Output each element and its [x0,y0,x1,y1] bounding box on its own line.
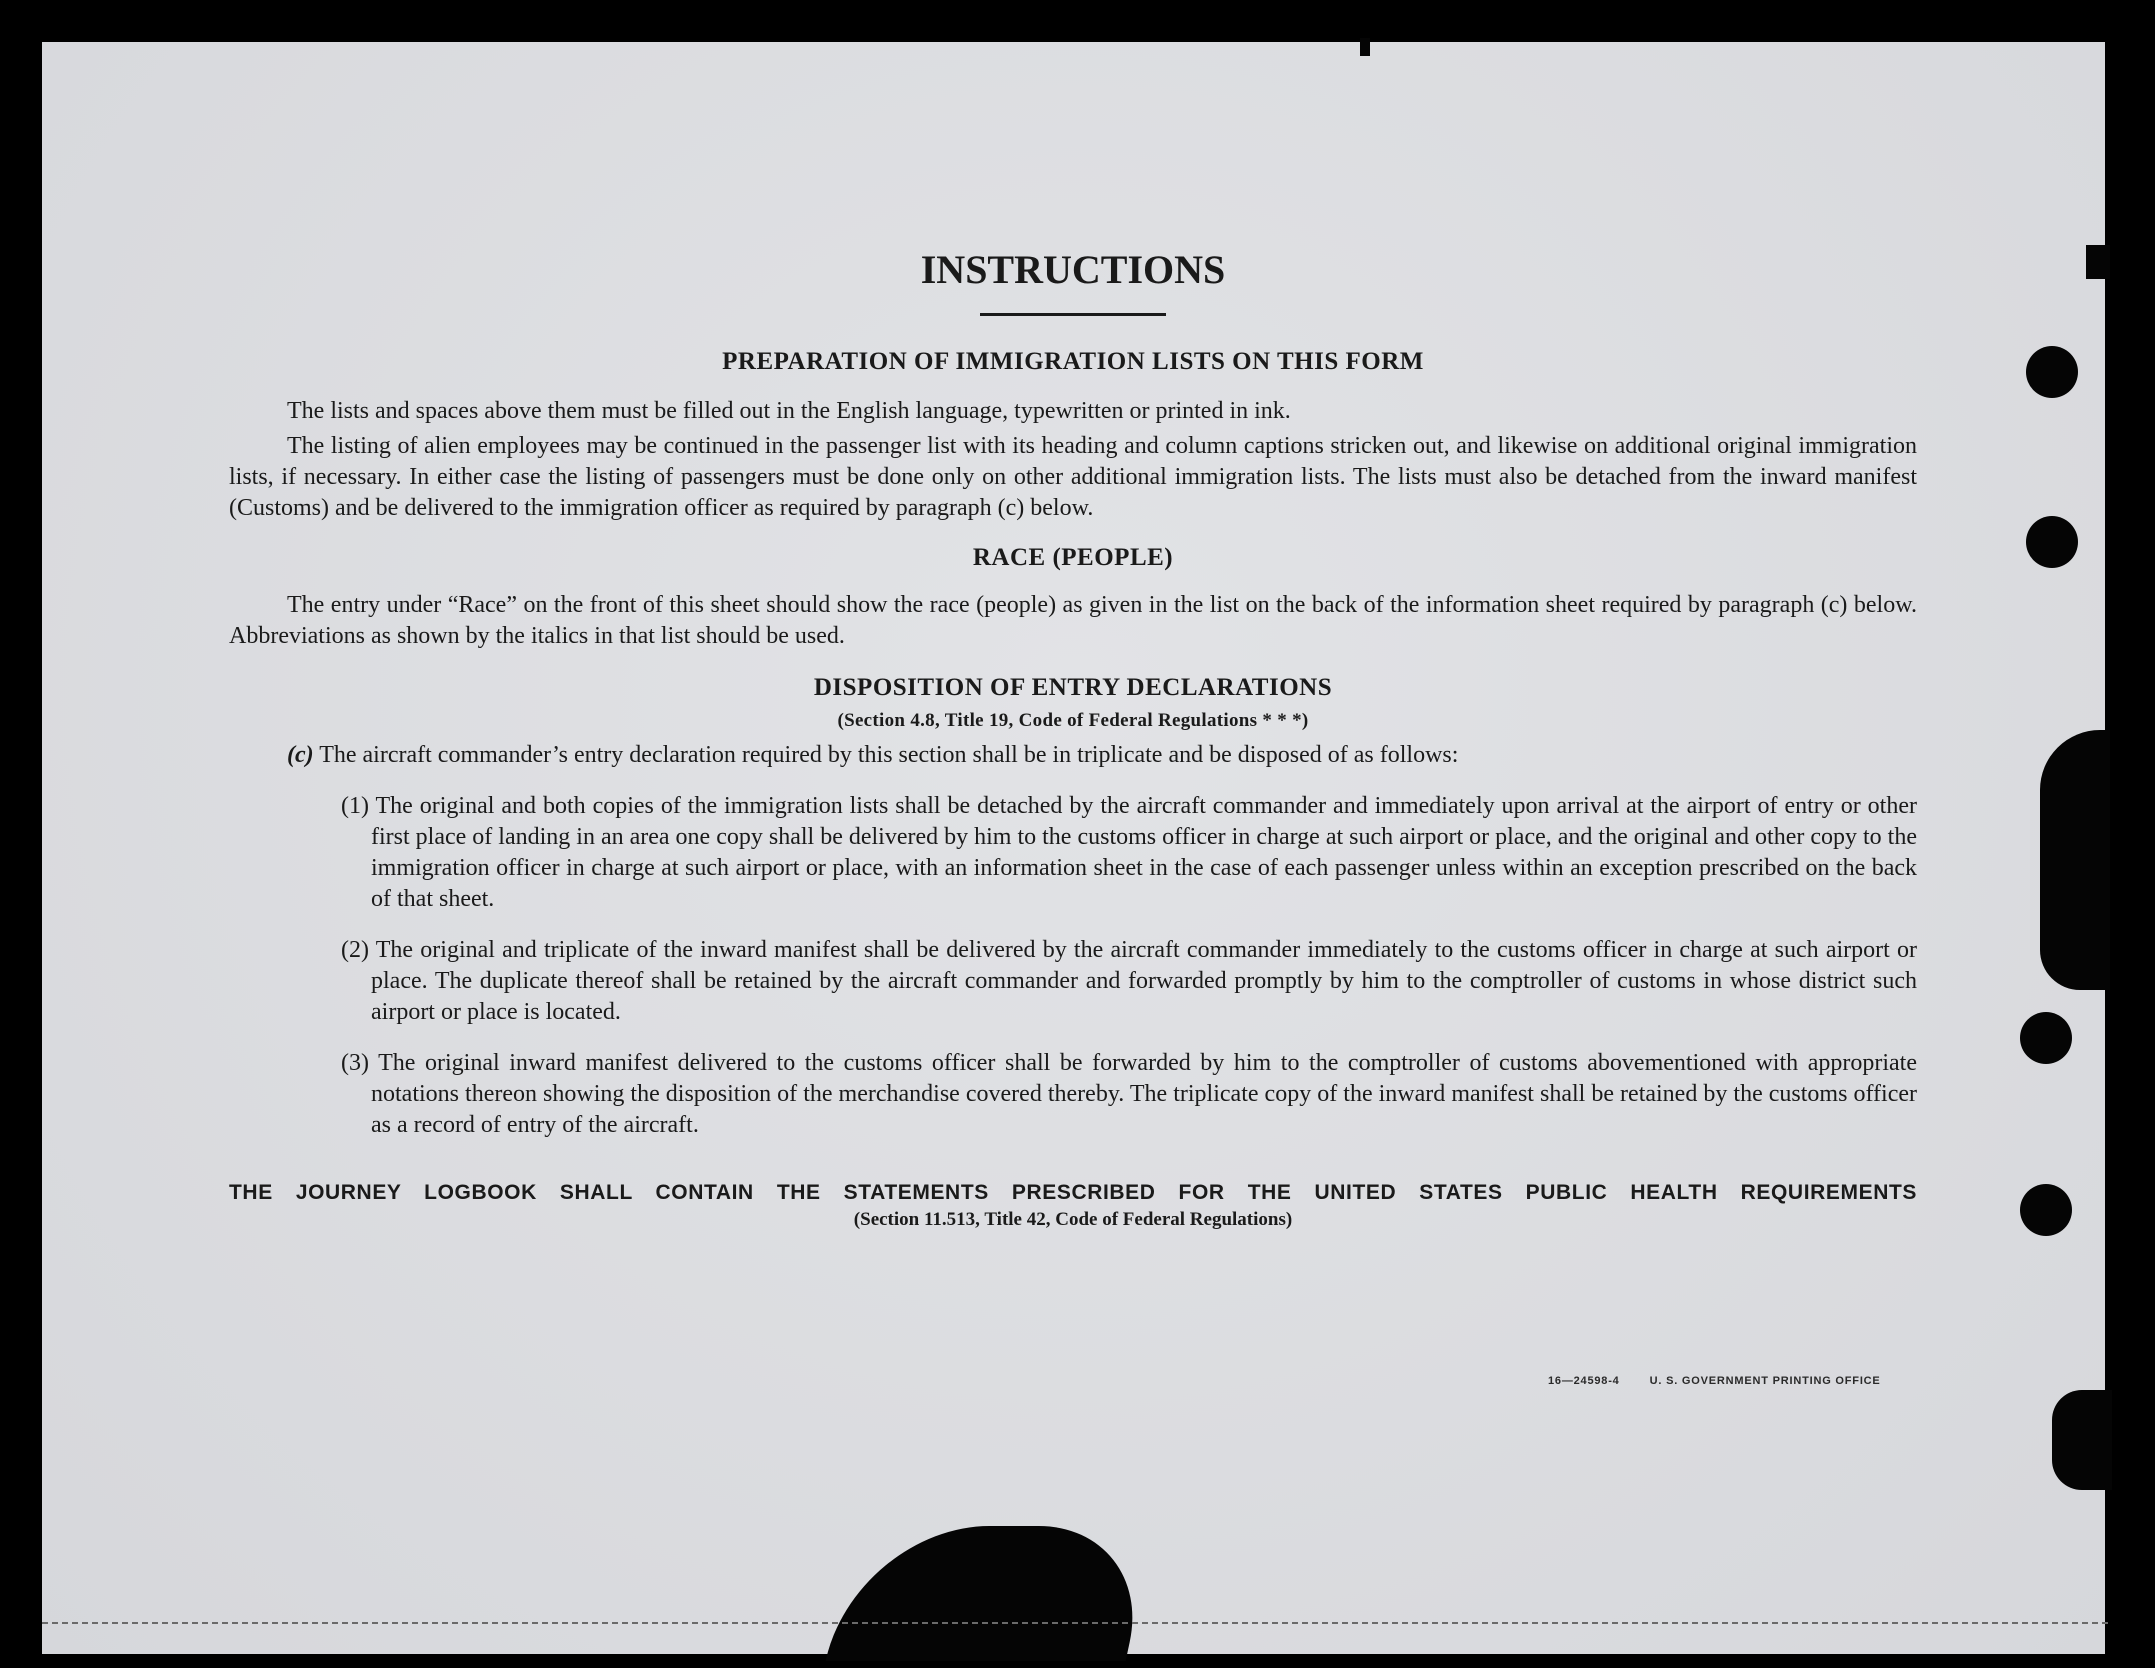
race-paragraph: The entry under “Race” on the front of this sheet should show the race (people) as given in the list on the back of the information sheet required by paragraph (c) below. Abbreviations as shown by the italics in that list should be used. [229,592,1917,649]
title-underline [980,313,1166,316]
health-requirements-heading: THE JOURNEY LOGBOOK SHALL CONTAIN THE STATEMENTS PRESCRIBED FOR THE UNITED STATES PUBLIC HEALTH REQUIREMENTS [229,1181,1917,1204]
torn-edge-top [1360,38,1370,56]
preparation-paragraph-1: The lists and spaces above them must be filled out in the English language, typewritten or printed in ink. [287,398,1291,424]
instructions-content [229,245,1917,1231]
torn-edge-right-2 [2052,1390,2112,1490]
race-heading: RACE (PEOPLE) [972,544,1174,571]
disposition-intro-text: The aircraft commander’s entry declaration required by this section shall be in triplicate and be disposed of as follows: [319,742,1459,768]
torn-edge-right-1 [2040,730,2110,990]
preparation-heading: PREPARATION OF IMMIGRATION LISTS ON THIS FORM [722,348,1424,375]
punch-hole-4 [2020,1184,2072,1236]
disposition-item-3 [229,1048,1917,1141]
paragraph-c-label: (c) [287,742,314,768]
item-number: (2) [341,937,369,963]
item-number: (1) [341,793,369,819]
item-number: (3) [341,1050,369,1076]
disposition-item-2 [229,935,1917,1028]
disposition-citation: (Section 4.8, Title 19, Code of Federal Regulations * * *) [837,710,1309,731]
health-requirements-citation: (Section 11.513, Title 42, Code of Federal Regulations) [853,1209,1293,1230]
punch-hole-1 [2026,346,2078,398]
item-text: The original inward manifest delivered to the customs officer shall be forwarded by him to the comptroller of customs abovementioned with appropriate notations thereon showing the disposition of the merchandise covered thereby. The triplicate copy of the inward manifest shall be retained by the customs officer as a record of entry of the aircraft. [371,1050,1917,1138]
page-title: INSTRUCTIONS [920,247,1226,292]
punch-hole-2 [2026,516,2078,568]
preparation-paragraph-2: The listing of alien employees may be continued in the passenger list with its heading and column captions stricken out, and likewise on additional original immigration lists, if necessary. In either case the listing of passengers must be done only on other additional immigration lists. The lists must also be detached from the inward manifest (Customs) and be delivered to the immigration officer as required by paragraph (c) below. [229,433,1917,521]
item-text: The original and both copies of the immigration lists shall be detached by the aircraft commander and immediately upon arrival at the airport of entry or other first place of landing in an area one copy shall be delivered by him to the customs officer in charge at such airport or place, and the original and other copy to the immigration officer in charge at such airport or place, with an information sheet in the case of each passenger unless within an exception prescribed on the back of that sheet. [371,793,1917,912]
printing-office: U. S. GOVERNMENT PRINTING OFFICE [1649,1375,1881,1387]
bottom-perforation [42,1622,2108,1624]
form-code: 16—24598-4 [1548,1375,1620,1387]
disposition-heading: DISPOSITION OF ENTRY DECLARATIONS [813,674,1333,701]
disposition-item-1 [229,791,1917,915]
item-text: The original and triplicate of the inward manifest shall be delivered by the aircraft commander immediately to the customs officer in charge at such airport or place. The duplicate thereof shall be retained by the aircraft commander and forwarded promptly by him to the comptroller of customs in whose district such airport or place is located. [371,937,1917,1025]
torn-edge-right-3 [2086,245,2110,279]
punch-hole-3 [2020,1012,2072,1064]
printer-imprint [1548,1375,1911,1387]
scan-border-right [2105,0,2155,1668]
disposition-intro [229,740,1917,771]
